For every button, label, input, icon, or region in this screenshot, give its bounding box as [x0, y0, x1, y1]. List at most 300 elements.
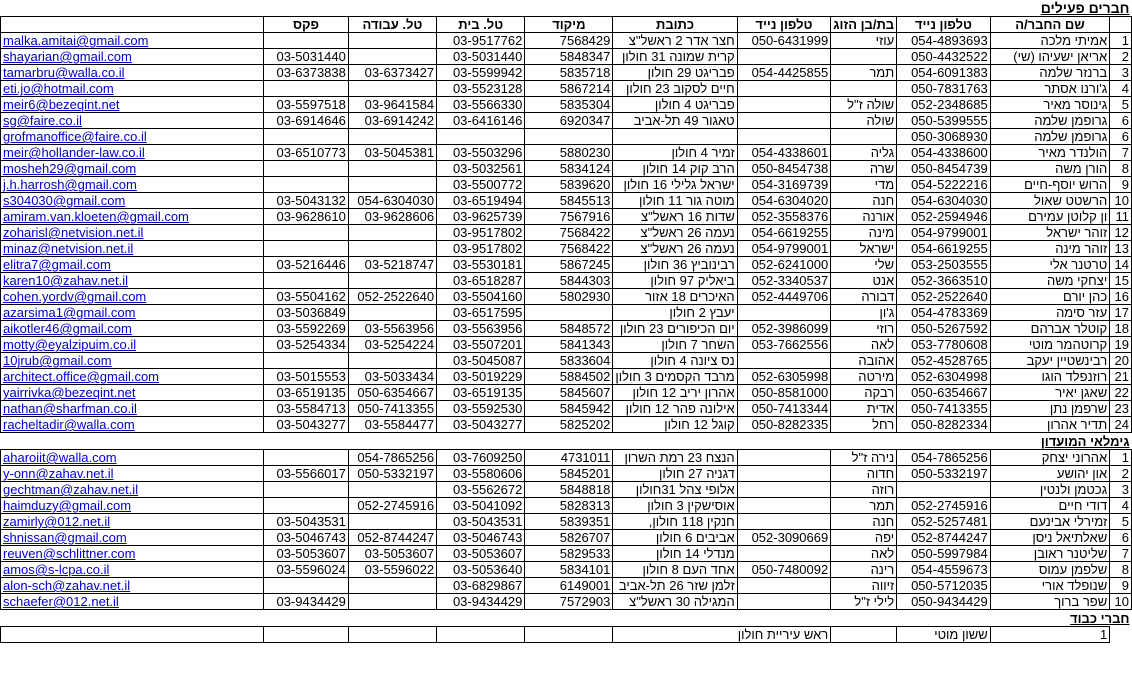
spouse-mobile-cell: 052-3558376	[737, 209, 831, 225]
retiree-row	[1, 498, 1132, 514]
fax-cell: 03-6510773	[264, 145, 349, 161]
spouse-cell: שולה ז"ל	[831, 97, 897, 113]
header-mobile: טלפון נייד	[897, 17, 991, 33]
fax-cell: 03-5216446	[264, 257, 349, 273]
empty-cell	[437, 627, 525, 643]
mobile-cell: 050-4432522	[897, 49, 991, 65]
email-link[interactable]: zoharisl@netvision.net.il	[1, 225, 264, 241]
email-link[interactable]: y-onn@zahav.net.il	[1, 466, 264, 482]
empty-cell	[1, 627, 264, 643]
name-cell: דודי חיים	[990, 498, 1109, 514]
spouse-cell	[831, 49, 897, 65]
name-cell: זוהר מינה	[990, 241, 1109, 257]
work-phone-cell	[348, 594, 436, 610]
home-phone-cell: 03-5043531	[437, 514, 525, 530]
index-cell: 3	[1110, 65, 1132, 81]
address-cell: אביבים 6 חולון	[613, 530, 737, 546]
home-phone-cell: 03-5504160	[437, 289, 525, 305]
email-link[interactable]: s304030@gmail.com	[1, 193, 264, 209]
work-phone-cell: 052-2522640	[348, 289, 436, 305]
spouse-cell: שלי	[831, 257, 897, 273]
fax-cell: 03-5597518	[264, 97, 349, 113]
email-link[interactable]: nathan@sharfman.co.il	[1, 401, 264, 417]
empty-cell	[737, 0, 831, 17]
index-cell: 10	[1110, 594, 1132, 610]
address-cell: אהרון יריב 12 חולון	[613, 385, 737, 401]
mobile-cell: 052-3663510	[897, 273, 991, 289]
email-link[interactable]: racheltadir@walla.com	[1, 417, 264, 433]
empty-cell	[613, 0, 737, 17]
spouse-mobile-cell: 050-6431999	[737, 33, 831, 49]
zip-cell: 5835304	[525, 97, 613, 113]
work-phone-cell: 050-6354667	[348, 385, 436, 401]
spouse-cell: לאה	[831, 337, 897, 353]
empty-cell	[737, 433, 831, 450]
zip-cell: 5826707	[525, 530, 613, 546]
home-phone-cell: 03-6829867	[437, 578, 525, 594]
name-cell: ברנזר שלמה	[990, 65, 1109, 81]
spouse-cell: ישראל	[831, 241, 897, 257]
member-row	[1, 161, 1132, 177]
work-phone-cell	[348, 578, 436, 594]
empty-cell	[831, 610, 897, 627]
empty-cell	[1, 0, 264, 17]
address-cell: נעמה 26 ראשל"צ	[613, 225, 737, 241]
home-phone-cell: 03-9517802	[437, 225, 525, 241]
empty-cell	[831, 0, 897, 17]
email-link[interactable]: karen10@zahav.net.il	[1, 273, 264, 289]
spouse-cell: תמר	[831, 65, 897, 81]
work-phone-cell	[348, 129, 436, 145]
home-phone-cell: 03-9625739	[437, 209, 525, 225]
work-phone-cell	[348, 161, 436, 177]
fax-cell: 03-6519135	[264, 385, 349, 401]
index-cell: 24	[1110, 417, 1132, 433]
honorary-title-row	[1, 610, 1132, 627]
member-row	[1, 209, 1132, 225]
work-phone-cell	[348, 49, 436, 65]
spouse-mobile-cell	[737, 305, 831, 321]
index-cell: 7	[1110, 546, 1132, 562]
index-cell: 2	[1110, 466, 1132, 482]
email-link[interactable]: gechtman@zahav.net.il	[1, 482, 264, 498]
retiree-row	[1, 594, 1132, 610]
work-phone-cell	[348, 241, 436, 257]
work-phone-cell	[348, 177, 436, 193]
spouse-mobile-cell: 054-6619255	[737, 225, 831, 241]
fax-cell: 03-6914646	[264, 113, 349, 129]
fax-cell	[264, 33, 349, 49]
work-phone-cell: 03-5596022	[348, 562, 436, 578]
mobile-cell: 050-5267592	[897, 321, 991, 337]
mobile-cell: 050-6354667	[897, 385, 991, 401]
address-cell: קרית שמונה 31 חולון	[613, 49, 737, 65]
spouse-cell: רינה	[831, 562, 897, 578]
name-cell: זמירלי אבינעם	[990, 514, 1109, 530]
spouse-cell: רוזה	[831, 482, 897, 498]
email-link[interactable]: elitra7@gmail.com	[1, 257, 264, 273]
member-row	[1, 385, 1132, 401]
index-cell: 22	[1110, 385, 1132, 401]
header-fax: פקס	[264, 17, 349, 33]
header-spouse-mobile: טלפון נייד	[737, 17, 831, 33]
spouse-cell: דבורה	[831, 289, 897, 305]
name-cell: טרטנר אלי	[990, 257, 1109, 273]
zip-cell: 5833604	[525, 353, 613, 369]
email-link[interactable]: zamirly@012.net.il	[1, 514, 264, 530]
home-phone-cell: 03-9434429	[437, 594, 525, 610]
home-phone-cell: 03-6518287	[437, 273, 525, 289]
fax-cell: 03-9434429	[264, 594, 349, 610]
name-cell: רבינשטיין יעקב	[990, 353, 1109, 369]
name-cell: שנופלד אורי	[990, 578, 1109, 594]
email-link[interactable]: sg@faire.co.il	[1, 113, 264, 129]
home-phone-cell: 03-6416146	[437, 113, 525, 129]
mobile-cell: 052-6304998	[897, 369, 991, 385]
zip-cell: 6920347	[525, 113, 613, 129]
work-phone-cell: 03-6373427	[348, 65, 436, 81]
zip-cell: 7572903	[525, 594, 613, 610]
work-phone-cell: 052-2745916	[348, 498, 436, 514]
mobile-cell: 053-7780608	[897, 337, 991, 353]
index-cell: 20	[1110, 353, 1132, 369]
work-phone-cell: 052-8744247	[348, 530, 436, 546]
home-phone-cell: 03-5523128	[437, 81, 525, 97]
email-link[interactable]: motty@eyalzipuim.co.il	[1, 337, 264, 353]
spouse-cell: גליה	[831, 145, 897, 161]
address-cell: הרב קוק 14 חולון	[613, 161, 737, 177]
member-row	[1, 49, 1132, 65]
header-home: טל. בית	[437, 17, 525, 33]
home-phone-cell: 03-5041092	[437, 498, 525, 514]
fax-cell: 03-5254334	[264, 337, 349, 353]
fax-cell: 03-5046743	[264, 530, 349, 546]
member-row	[1, 81, 1132, 97]
spouse-mobile-cell	[737, 594, 831, 610]
empty-cell	[264, 610, 349, 627]
email-link[interactable]: mosheh29@gmail.com	[1, 161, 264, 177]
empty-cell	[897, 610, 991, 627]
spouse-cell: מירטה	[831, 369, 897, 385]
fax-cell: 03-5592269	[264, 321, 349, 337]
zip-cell: 5848572	[525, 321, 613, 337]
email-link[interactable]: grofmanoffice@faire.co.il	[1, 129, 264, 145]
zip-cell: 5884502	[525, 369, 613, 385]
spouse-mobile-cell	[737, 546, 831, 562]
header-row	[1, 17, 1132, 33]
email-link[interactable]: aharoiit@walla.com	[1, 450, 264, 466]
work-phone-cell: 03-6914242	[348, 113, 436, 129]
mobile-cell: 050-8454739	[897, 161, 991, 177]
empty-cell	[1, 433, 264, 450]
address-cell: זמיר 4 חולון	[613, 145, 737, 161]
work-phone-cell: 03-9641584	[348, 97, 436, 113]
header-index	[1110, 17, 1132, 33]
email-link[interactable]: shnissan@gmail.com	[1, 530, 264, 546]
email-link[interactable]: eti.jo@hotmail.com	[1, 81, 264, 97]
spouse-cell: רוזי	[831, 321, 897, 337]
email-link[interactable]: aikotler46@gmail.com	[1, 321, 264, 337]
index-cell: 7	[1110, 145, 1132, 161]
home-phone-cell: 03-5507201	[437, 337, 525, 353]
spouse-mobile-cell: 054-4425855	[737, 65, 831, 81]
home-phone-cell: 03-5503296	[437, 145, 525, 161]
zip-cell: 5825202	[525, 417, 613, 433]
address-cell: קוגל 12 חולון	[613, 417, 737, 433]
work-phone-cell: 03-5045381	[348, 145, 436, 161]
mobile-cell: 052-8744247	[897, 530, 991, 546]
member-row	[1, 353, 1132, 369]
spouse-mobile-cell: 052-4449706	[737, 289, 831, 305]
work-phone-cell: 03-5254224	[348, 337, 436, 353]
email-link[interactable]: minaz@netvision.net.il	[1, 241, 264, 257]
empty-cell	[348, 627, 436, 643]
fax-cell	[264, 241, 349, 257]
member-row	[1, 369, 1132, 385]
address-cell: שדות 16 ראשל"צ	[613, 209, 737, 225]
spouse-mobile-cell: 054-6304020	[737, 193, 831, 209]
mobile-cell: 054-4338600	[897, 145, 991, 161]
spouse-cell: רבקה	[831, 385, 897, 401]
address-cell: אחד העם 8 חולון	[613, 562, 737, 578]
spouse-cell: תמר	[831, 498, 897, 514]
zip-cell: 7567916	[525, 209, 613, 225]
index-cell: 16	[1110, 289, 1132, 305]
zip-cell: 5835718	[525, 65, 613, 81]
email-link[interactable]: alon-sch@zahav.net.il	[1, 578, 264, 594]
spouse-cell: אורנה	[831, 209, 897, 225]
index-cell: 9	[1110, 578, 1132, 594]
email-link[interactable]: meir6@bezeqint.net	[1, 97, 264, 113]
email-link[interactable]: azarsima1@gmail.com	[1, 305, 264, 321]
name-cell: שלפמן עמוס	[990, 562, 1109, 578]
index-cell: 5	[1110, 97, 1132, 113]
work-phone-cell: 03-9628606	[348, 209, 436, 225]
address-cell: חיים לסקוב 23 חולון	[613, 81, 737, 97]
fax-cell: 03-5036849	[264, 305, 349, 321]
spouse-mobile-cell: 050-7413344	[737, 401, 831, 417]
fax-cell	[264, 482, 349, 498]
index-cell: 1	[990, 627, 1109, 643]
home-phone-cell: 03-5566330	[437, 97, 525, 113]
mobile-cell: 054-6091383	[897, 65, 991, 81]
member-row	[1, 417, 1132, 433]
spouse-cell: מדי	[831, 177, 897, 193]
address-cell: חנקין 118 חולון,	[613, 514, 737, 530]
spouse-mobile-cell	[737, 81, 831, 97]
spouse-cell: שרה	[831, 161, 897, 177]
work-phone-cell	[348, 81, 436, 97]
retiree-row	[1, 466, 1132, 482]
home-phone-cell: 03-5032561	[437, 161, 525, 177]
address-cell: אוסישקין 3 חולון	[613, 498, 737, 514]
address-cell: מנדלי 14 חולון	[613, 546, 737, 562]
zip-cell: 5829533	[525, 546, 613, 562]
fax-cell	[264, 498, 349, 514]
name-cell: אמיתי מלכה	[990, 33, 1109, 49]
spouse-mobile-cell: 052-3340537	[737, 273, 831, 289]
home-phone-cell	[437, 129, 525, 145]
name-cell: תדיר אהרון	[990, 417, 1109, 433]
mobile-cell: 050-5997984	[897, 546, 991, 562]
name-cell: גכטמן ולנטין	[990, 482, 1109, 498]
home-phone-cell: 03-6519494	[437, 193, 525, 209]
mobile-cell: 050-7831763	[897, 81, 991, 97]
empty-cell	[525, 433, 613, 450]
email-link[interactable]: shayarian@gmail.com	[1, 49, 264, 65]
spouse-mobile-cell: 052-3986099	[737, 321, 831, 337]
fax-cell: 03-5596024	[264, 562, 349, 578]
index-cell: 12	[1110, 225, 1132, 241]
name-cell: שאגן יאיר	[990, 385, 1109, 401]
zip-cell: 5848347	[525, 49, 613, 65]
spouse-mobile-cell: 054-3169739	[737, 177, 831, 193]
index-cell: 9	[1110, 177, 1132, 193]
index-cell: 23	[1110, 401, 1132, 417]
spouse-mobile-cell	[737, 353, 831, 369]
spouse-mobile-cell: 052-6305998	[737, 369, 831, 385]
email-link[interactable]: tamarbru@walla.co.il	[1, 65, 264, 81]
name-cell: כהן יורם	[990, 289, 1109, 305]
index-cell: 1	[1110, 450, 1132, 466]
email-link[interactable]: 10jrub@gmail.com	[1, 353, 264, 369]
index-cell: 2	[1110, 49, 1132, 65]
email-link[interactable]: cohen.yordv@gmail.com	[1, 289, 264, 305]
header-work: טל. עבודה	[348, 17, 436, 33]
mobile-cell: 050-7413355	[897, 401, 991, 417]
spouse-cell: חנה	[831, 193, 897, 209]
mobile-cell: 054-6304030	[897, 193, 991, 209]
fax-cell	[264, 177, 349, 193]
spouse-cell: חנה	[831, 514, 897, 530]
spouse-mobile-cell: 053-7662556	[737, 337, 831, 353]
fax-cell: 03-5043277	[264, 417, 349, 433]
spouse-mobile-cell	[737, 450, 831, 466]
zip-cell: 5802930	[525, 289, 613, 305]
retiree-row	[1, 482, 1132, 498]
spouse-mobile-cell	[737, 514, 831, 530]
fax-cell: 03-5031440	[264, 49, 349, 65]
spouse-mobile-cell	[737, 113, 831, 129]
zip-cell: 7568422	[525, 241, 613, 257]
spouse-mobile-cell: 054-4338601	[737, 145, 831, 161]
work-phone-cell: 03-5033434	[348, 369, 436, 385]
address-cell: האיכרים 18 אזור	[613, 289, 737, 305]
empty-cell	[437, 0, 525, 17]
name-cell: שליטנר ראובן	[990, 546, 1109, 562]
member-row	[1, 193, 1132, 209]
mobile-cell: 052-2348685	[897, 97, 991, 113]
honorary-title: חברי כבוד	[1070, 610, 1130, 626]
address-cell: טאגור 49 תל-אביב	[613, 113, 737, 129]
address-cell: פבריגט 29 חולון	[613, 65, 737, 81]
address-cell: נס ציונה 4 חולון	[613, 353, 737, 369]
fax-cell	[264, 450, 349, 466]
home-phone-cell: 03-5043277	[437, 417, 525, 433]
mobile-cell: 052-2594946	[897, 209, 991, 225]
fax-cell	[264, 273, 349, 289]
work-phone-cell	[348, 305, 436, 321]
name-cell: גרופמן שלמה	[990, 129, 1109, 145]
empty-cell	[437, 610, 525, 627]
fax-cell	[264, 129, 349, 145]
fax-cell	[264, 578, 349, 594]
honorary-row	[1, 627, 1132, 643]
fax-cell: 03-5015553	[264, 369, 349, 385]
header-name: שם החבר/ה	[990, 17, 1109, 33]
email-link[interactable]: malka.amitai@gmail.com	[1, 33, 264, 49]
index-cell: 10	[1110, 193, 1132, 209]
zip-cell: 5841343	[525, 337, 613, 353]
email-link[interactable]: schaefer@012.net.il	[1, 594, 264, 610]
zip-cell: 5839620	[525, 177, 613, 193]
mobile-cell: 054-4783369	[897, 305, 991, 321]
address-cell: נעמה 26 ראשל"צ	[613, 241, 737, 257]
email-link[interactable]: amiram.van.kloeten@gmail.com	[1, 209, 264, 225]
empty-cell	[437, 433, 525, 450]
spouse-mobile-cell	[737, 129, 831, 145]
header-spouse: בת/בן הזוג	[831, 17, 897, 33]
mobile-cell: 050-9434429	[897, 594, 991, 610]
zip-cell: 5834101	[525, 562, 613, 578]
name-cell: שאלתיאל ניסן	[990, 530, 1109, 546]
email-link[interactable]: amos@s-lcpa.co.il	[1, 562, 264, 578]
zip-cell: 5880230	[525, 145, 613, 161]
spouse-cell: זיווה	[831, 578, 897, 594]
email-link[interactable]: architect.office@gmail.com	[1, 369, 264, 385]
index-cell: 1	[1110, 33, 1132, 49]
work-phone-cell: 050-7413355	[348, 401, 436, 417]
member-row	[1, 225, 1132, 241]
retirees-title-row	[1, 433, 1132, 450]
home-phone-cell: 03-5599942	[437, 65, 525, 81]
email-link[interactable]: haimduzy@gmail.com	[1, 498, 264, 514]
address-cell	[613, 129, 737, 145]
spouse-mobile-cell: 050-8282335	[737, 417, 831, 433]
home-phone-cell: 03-6517595	[437, 305, 525, 321]
retiree-row	[1, 562, 1132, 578]
email-link[interactable]: yairrivka@bezeqint.net	[1, 385, 264, 401]
name-cell: עזר סימה	[990, 305, 1109, 321]
spouse-cell: אנט	[831, 273, 897, 289]
mobile-cell: 052-2522640	[897, 289, 991, 305]
work-phone-cell	[348, 482, 436, 498]
spouse-cell: רחל	[831, 417, 897, 433]
empty-cell	[897, 433, 991, 450]
member-row	[1, 289, 1132, 305]
email-link[interactable]: reuven@schlittner.com	[1, 546, 264, 562]
address-cell: חצר אדר 2 ראשל"צ	[613, 33, 737, 49]
work-phone-cell: 054-6304030	[348, 193, 436, 209]
email-link[interactable]: meir@hollander-law.co.il	[1, 145, 264, 161]
spouse-mobile-cell	[737, 97, 831, 113]
member-row	[1, 337, 1132, 353]
home-phone-cell: 03-5562672	[437, 482, 525, 498]
member-row	[1, 305, 1132, 321]
zip-cell: 4731011	[525, 450, 613, 466]
index-cell: 6	[1110, 113, 1132, 129]
spouse-mobile-cell: 050-7480092	[737, 562, 831, 578]
spouse-mobile-cell	[737, 466, 831, 482]
member-row	[1, 273, 1132, 289]
zip-cell: 5828313	[525, 498, 613, 514]
name-cell: הרשטט שאול	[990, 193, 1109, 209]
mobile-cell: 050-5712035	[897, 578, 991, 594]
zip-cell: 7568429	[525, 33, 613, 49]
index-cell: 21	[1110, 369, 1132, 385]
email-link[interactable]: j.h.harrosh@gmail.com	[1, 177, 264, 193]
work-phone-cell: 03-5563956	[348, 321, 436, 337]
